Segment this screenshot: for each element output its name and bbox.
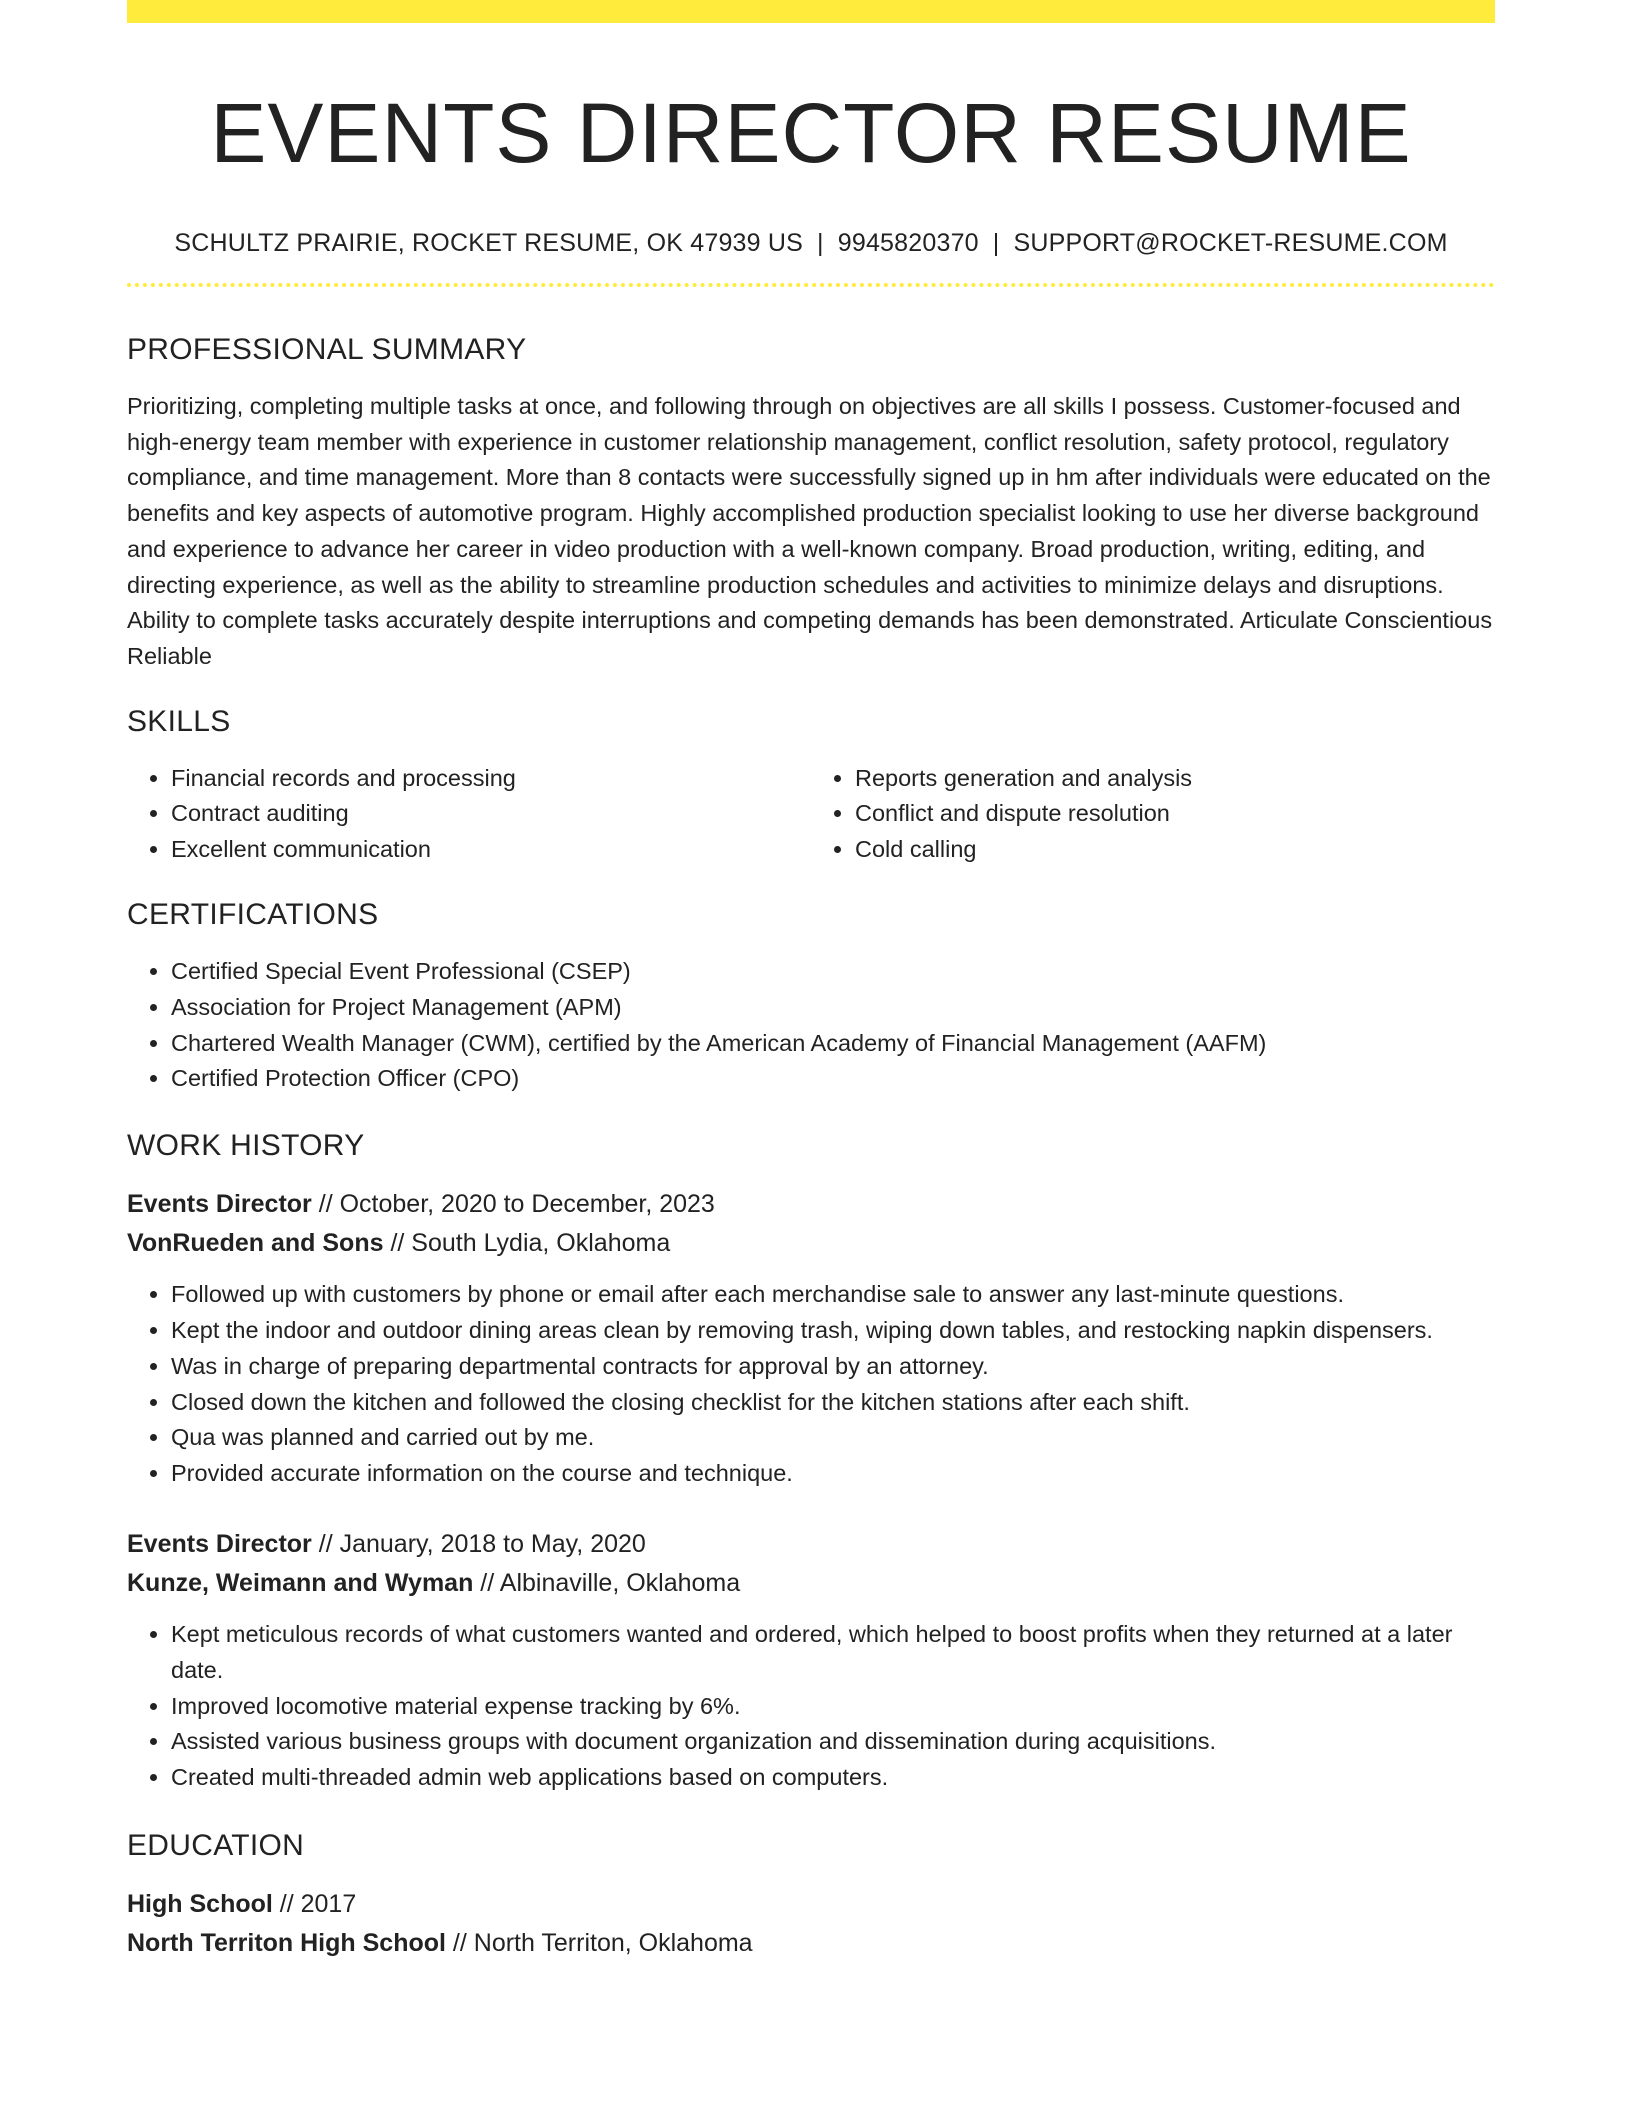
section-title-education: EDUCATION bbox=[127, 1828, 305, 1862]
skills-list bbox=[127, 761, 1495, 868]
resume-page bbox=[127, 0, 1495, 1963]
summary-text: Prioritizing, completing multiple tasks at once, and following through on objectives are all skills I possess. Customer-focused and high-energy team member with experience in customer relationship management, conflict resolution, safety protocol, regulatory compliance, and time management. More than 8 contacts were successfully signed up in hm after individuals were educated on the benefits and key aspects of automotive program. Highly accomplished production specialist looking to use her diverse background and experience to advance her career in video production with a well-known company. Broad production, writing, editing, and directing experience, as well as the ability to streamline production schedules and activities to minimize delays and disruptions. Ability to complete tasks accurately despite interruptions and competing demands has been demonstrated. Articulate Conscientious Reliable bbox=[127, 393, 1493, 669]
skill-item: • Contract auditing bbox=[171, 796, 811, 832]
education-school: North Territon High School bbox=[127, 1928, 446, 1957]
certification-item: • Chartered Wealth Manager (CWM), certified by the American Academy of Financial Management (AAFM) bbox=[171, 1026, 1495, 1062]
skill-item: • Conflict and dispute resolution bbox=[855, 796, 1495, 832]
skills-column-right bbox=[811, 761, 1495, 868]
job-divider: // bbox=[473, 1568, 500, 1597]
section-title-certifications: CERTIFICATIONS bbox=[127, 898, 379, 932]
job-divider: // bbox=[311, 1190, 340, 1219]
skill-item: • Reports generation and analysis bbox=[855, 761, 1495, 797]
resume-title: EVENTS DIRECTOR RESUME bbox=[210, 86, 1412, 180]
responsibility-item: • Created multi-threaded admin web applications based on computers. bbox=[171, 1760, 1495, 1796]
job-location: Albinaville, Oklahoma bbox=[499, 1568, 741, 1597]
section-title-skills: SKILLS bbox=[127, 704, 231, 738]
job-dates: January, 2018 to May, 2020 bbox=[339, 1529, 646, 1558]
job-role-line bbox=[127, 1525, 1495, 1564]
education-year: 2017 bbox=[300, 1889, 357, 1918]
education-degree: High School bbox=[127, 1889, 273, 1918]
responsibility-item: • Was in charge of preparing departmental contracts for approval by an attorney. bbox=[171, 1349, 1495, 1385]
job-location: South Lydia, Oklahoma bbox=[411, 1229, 671, 1258]
job-divider: // bbox=[311, 1529, 340, 1558]
job-company-line bbox=[127, 1564, 1495, 1603]
job-company-line bbox=[127, 1224, 1495, 1263]
job-company: VonRueden and Sons bbox=[127, 1229, 384, 1258]
contact-separator: | bbox=[817, 229, 824, 257]
contact-separator: | bbox=[992, 229, 1000, 257]
job-divider: // bbox=[383, 1229, 412, 1258]
top-accent-bar bbox=[127, 0, 1495, 23]
section-title-summary: PROFESSIONAL SUMMARY bbox=[127, 333, 527, 366]
responsibility-item: • Provided accurate information on the course and technique. bbox=[171, 1456, 1495, 1492]
responsibility-item: • Qua was planned and carried out by me. bbox=[171, 1420, 1495, 1456]
contact-phone: 9945820370 bbox=[837, 229, 979, 257]
responsibility-item: • Followed up with customers by phone or email after each merchandise sale to answer any last-minute questions. bbox=[171, 1277, 1495, 1313]
contact-line bbox=[127, 227, 1495, 259]
job-company: Kunze, Weimann and Wyman bbox=[127, 1568, 474, 1597]
education-school-line bbox=[127, 1924, 1495, 1963]
job-role: Events Director bbox=[127, 1529, 312, 1558]
certification-item: • Certified Special Event Professional (CSEP) bbox=[171, 954, 1495, 990]
certification-item: • Association for Project Management (APM) bbox=[171, 990, 1495, 1026]
header-divider bbox=[127, 283, 1495, 287]
education-degree-line bbox=[127, 1885, 1495, 1924]
contact-address: SCHULTZ PRAIRIE, ROCKET RESUME, OK 47939 US bbox=[174, 229, 804, 257]
skill-item: • Excellent communication bbox=[171, 832, 811, 868]
education-divider: // bbox=[272, 1889, 301, 1918]
responsibility-item: • Closed down the kitchen and followed the closing checklist for the kitchen stations after each shift. bbox=[171, 1385, 1495, 1421]
skill-item: • Cold calling bbox=[855, 832, 1495, 868]
job-responsibilities bbox=[127, 1617, 1495, 1796]
job-role: Events Director bbox=[127, 1190, 312, 1219]
responsibility-item: • Assisted various business groups with document organization and dissemination during acquisitions. bbox=[171, 1724, 1495, 1760]
responsibility-item: • Kept the indoor and outdoor dining areas clean by removing trash, wiping down tables, and restocking napkin dispensers. bbox=[171, 1313, 1495, 1349]
job-dates: October, 2020 to December, 2023 bbox=[339, 1190, 715, 1219]
education-location: North Territon, Oklahoma bbox=[473, 1928, 753, 1957]
responsibility-item: • Improved locomotive material expense tracking by 6%. bbox=[171, 1689, 1495, 1725]
job-role-line bbox=[127, 1185, 1495, 1224]
skills-column-left bbox=[127, 761, 811, 868]
responsibility-item: • Kept meticulous records of what customers wanted and ordered, which helped to boost profits when they returned at a later date. bbox=[171, 1617, 1495, 1689]
skill-item: • Financial records and processing bbox=[171, 761, 811, 797]
job-responsibilities bbox=[127, 1277, 1495, 1492]
certifications-list bbox=[127, 954, 1495, 1097]
section-title-work-history: WORK HISTORY bbox=[127, 1129, 365, 1163]
education-divider: // bbox=[445, 1928, 474, 1957]
contact-email: SUPPORT@ROCKET-RESUME.COM bbox=[1013, 229, 1448, 257]
certification-item: • Certified Protection Officer (CPO) bbox=[171, 1061, 1495, 1097]
